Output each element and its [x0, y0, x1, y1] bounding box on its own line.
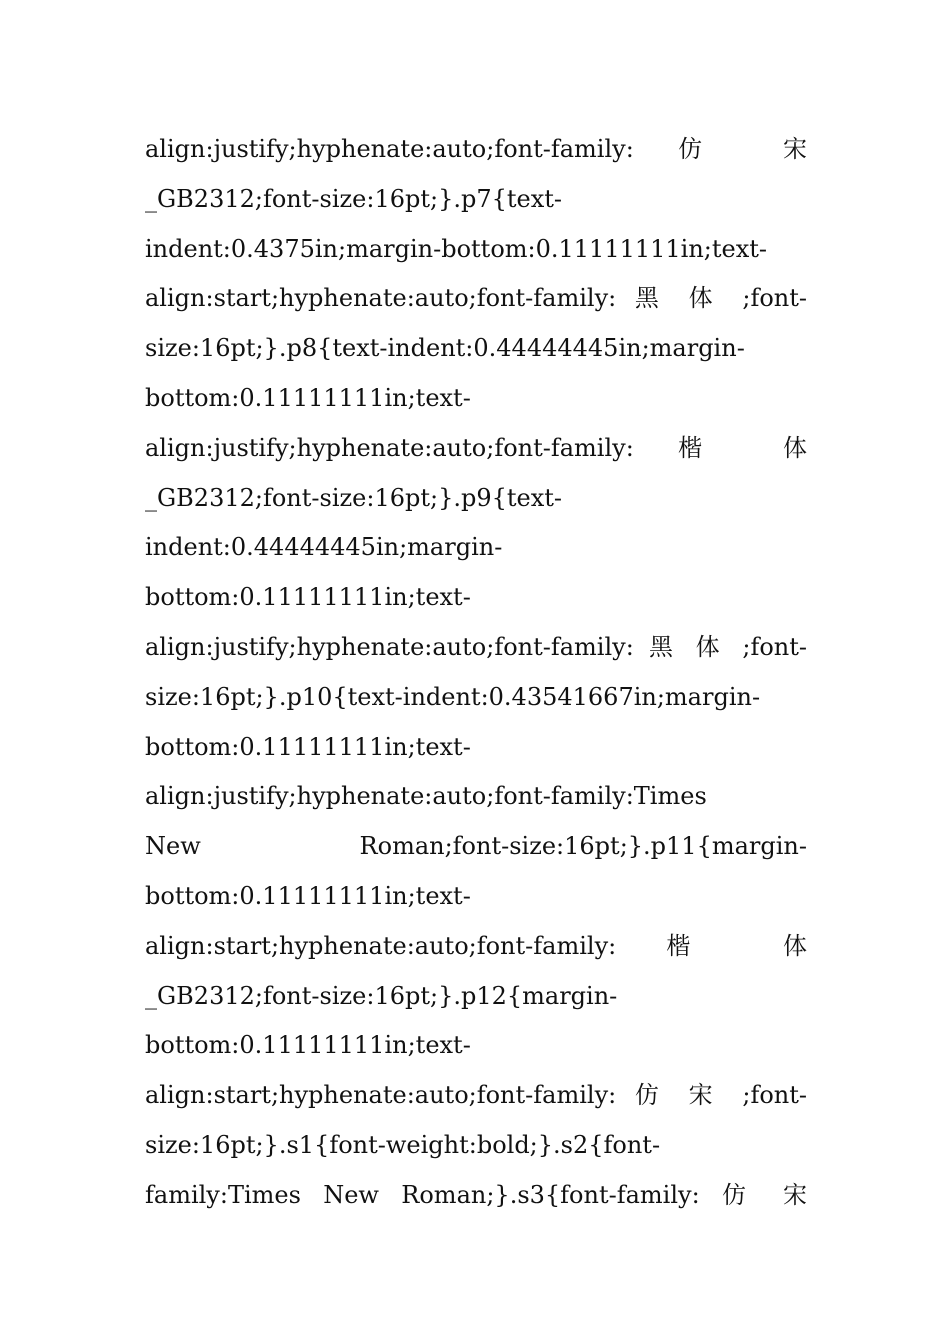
text-line: bottom:0.11111111in;text- — [145, 1031, 471, 1060]
text-line: align:justify;hyphenate:auto;font-family: 楷 体 — [145, 433, 807, 462]
text-line: New Roman;font-size:16pt;}.p11{margin- — [145, 832, 807, 861]
text-line: align:start;hyphenate:auto;font-family: 楷 体 — [145, 931, 807, 960]
text-line: bottom:0.11111111in;text- — [145, 383, 471, 412]
text-line: _GB2312;font-size:16pt;}.p12{margin- — [145, 981, 618, 1010]
text-line: align:start;hyphenate:auto;font-family: 仿 宋 ;font- — [145, 1081, 807, 1110]
text-line: size:16pt;}.p10{text-indent:0.43541667in;margin- — [145, 682, 761, 711]
text-line: align:justify;hyphenate:auto;font-family: 仿 宋 — [145, 135, 807, 163]
text-line: family:Times New Roman;}.s3{font-family: 仿 宋 — [145, 1180, 807, 1209]
text-line: size:16pt;}.s1{font-weight:bold;}.s2{font- — [145, 1130, 661, 1159]
text-line: align:justify;hyphenate:auto;font-family: 黑 体 ;font- — [145, 632, 807, 661]
text-line: _GB2312;font-size:16pt;}.p9{text- — [145, 483, 563, 512]
text-line: indent:0.44444445in;margin- — [145, 533, 503, 562]
text-line: indent:0.4375in;margin-bottom:0.11111111in;text- — [145, 234, 768, 263]
document-text-block — [145, 125, 807, 1221]
text-line: bottom:0.11111111in;text- — [145, 732, 471, 761]
text-line: bottom:0.11111111in;text- — [145, 881, 471, 910]
text-line: size:16pt;}.p8{text-indent:0.44444445in;margin- — [145, 334, 745, 363]
text-line: _GB2312;font-size:16pt;}.p7{text- — [145, 184, 563, 213]
text-line: align:justify;hyphenate:auto;font-family:Times — [145, 782, 707, 811]
text-line: bottom:0.11111111in;text- — [145, 583, 471, 612]
text-line: align:start;hyphenate:auto;font-family: 黑 体 ;font- — [145, 284, 807, 313]
